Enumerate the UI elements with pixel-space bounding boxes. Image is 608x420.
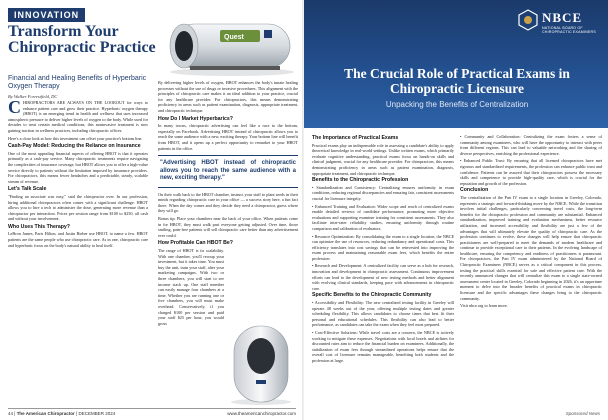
- heading-cash-pay: Cash-Pay Model: Reducing the Reliance on Insurance: [8, 143, 141, 150]
- bullet-item: • Community and Collaboration: Centralizing the exam fosters a sense of community among examinees, who will have the opportunity to interact with peers from different regions. This can lead to valuable networking and the sharing of diverse perspectives, enriching the professional experience.: [460, 134, 602, 156]
- bullet-item: • Enhanced Training and Evaluation: Wider scope and reach of centralized exams enable detailed reviews of candidate performance, promoting more objective evaluations and supporting examiner training for consistent assessments. They also facilitate inter-rater reliability studies, ensuring uniformity through routine comparison and calibration of evaluators.: [312, 203, 454, 231]
- footer-left: 44 | The American Chiropractor | DECEMBER 2024: [8, 411, 116, 416]
- section-tag: INNOVATION: [8, 8, 85, 22]
- bullet-item: • Enhanced Public Trust: By ensuring that all licensed chiropractors have met rigorous and standardized requirements, the profession can enhance public trust and confidence. Patients can be assured that their chiropractors possess the necessary skills and competence to provide high-quality care, which is crucial for the reputation and growth of the profession.: [460, 158, 603, 186]
- page-footer: [8, 408, 296, 416]
- footer-url: www.theamericanchiropractor.com: [227, 411, 296, 416]
- paragraph: LeBron James, Paris Hilton, and Justin Bieber use HBOT, to name a few. HBOT patients are the same people who use chiropractic care. As in one, chiropractic care and hyperbaric focus on the body's natural ability to heal itself.: [8, 231, 148, 248]
- article-subtitle: Unpacking the Benefits of Centralization: [385, 100, 529, 109]
- bullet-item: • Resource Optimization: By consolidating the exam to a single location, the NBCE can optimize the use of resources, reducing redundancy and operational costs. This efficiency translates into cost savings that can be reinvested into improving the exam process and maintaining reasonable exam fees, which benefits the entire profession.: [312, 233, 455, 261]
- heading-benefits: Benefits to the Chiropractic Profession: [312, 177, 409, 184]
- paragraph: The range of HBOT is its scalability. With one chamber, you'll recoup your investment, but it takes time. You must buy the unit, train your staff, alter your marketing campaigns. With two or three chambers, you will start to see income stack up. One staff member can easily manage four chambers at a time. Whether you are running one or five chambers, you will must make overhead. Conservatively, if you charged $100 per session and paid your staff $25 per hour, you would gross: [158, 247, 224, 326]
- vertical-chamber-image: [224, 320, 298, 406]
- bullet-item: • Accessibility and Flexibility: The new centralized testing facility in Greeley will operate 48 weeks out of the year, offering multiple testing dates and greater scheduling flexibility. This allows candidates to choose times that best fit their personal and educational schedules. This flexibility can also lead to better performance, as candidates can take the exam when they feel most prepared.: [312, 300, 454, 328]
- sponsored-label: Sponsored News: [565, 411, 600, 416]
- paragraph: "Finding an associate was easy," said the chiropractor over. In our profession, hiring additional chiropractors often comes with a significant challenge. HBOT allows you to hire a tech to administer the dose, generating more revenue than a chiropractor per interaction. Prices per session range from $100 to $250, all cash and without your involvement.: [8, 193, 148, 222]
- article-column-2: [158, 80, 298, 328]
- visit-link[interactable]: Visit nbce.org to learn more.: [460, 303, 508, 309]
- nbce-logo-icon: [516, 8, 540, 32]
- paragraph: Here's a close look at how this investment can offset your practice's bottom line.: [8, 135, 143, 141]
- pull-quote: "Advertising HBOT instead of chiropractic allows you to reach the same audience with a new, exciting therapy.": [158, 155, 298, 188]
- heading-conclusion: Conclusion: [460, 187, 489, 194]
- article-title: The Crucial Role of Practical Exams in Chiropractic Licensure: [344, 66, 570, 96]
- intro-paragraph: CHIROPRACTORS ARE ALWAYS ON THE LOOKOUT for ways to enhance patient care and grow their practice. Hyperbaric oxygen therapy (HBOT) is an emerging trend in health and wellness that uses increased atmospheric pressure to deliver higher levels of oxygen to the body. While used for decades to treat certain medical conditions, this noninvasive treatment is now gaining traction in wellness practices, including chiropractic offices.: [8, 97, 148, 133]
- heading-importance: The Importance of Practical Exams: [312, 135, 399, 141]
- heading-profitable: How Profitable Can HBOT Be?: [158, 240, 233, 247]
- heading-who-uses: Who Uses This Therapy?: [8, 223, 70, 230]
- article-title: Transform Your Chiropractic Practice: [8, 23, 156, 56]
- paragraph: The centralization of the Part IV exam to a single location in Greeley, Colorado, represents a strategic and forward-thinking move by the NBCE. While the transition involves initial challenges, particularly concerning travel costs, the long-term benefits for the chiropractic profession and community are substantial. Enhanced standardization, improved training and evaluation mechanisms, better resource utilization, and increased accessibility and flexibility are just a few of the advantages that will ultimately elevate the quality of chiropractic care. As the profession continues to evolve, these changes will help ensure that chiropractic practitioners are well-prepared to meet the demands of modern healthcare and continue to provide exceptional care to their patients. In the evolving landscape of healthcare, ensuring the competency and readiness of practitioners is paramount. For chiropractors, the Part IV exam administered by the National Board of Chiropractic Examiners (NBCE) serves as a critical component in this process, testing the practical skills essential for safe and effective patient care. With the recently announced changes that will centralize this exam to a single state-owned assessment center located in Greeley, Colorado beginning in 2026, it's an opportune moment to delve into the broader benefits of practical exams in chiropractic licensure and the specific advantages these changes bring to the chiropractic community.: [460, 194, 602, 301]
- dropcap: C: [8, 97, 21, 117]
- heading-specific-benefits: Specific Benefits to the Chiropractic Community: [312, 292, 432, 299]
- paragraph: Practical exams play an indispensable role in assessing a candidate's ability to apply theoretical knowledge in real-world settings. Unlike written exams, which primarily evaluate cognitive understanding, practical exams focus on hands-on skills and clinical judgment, crucial for any healthcare provider. For chiropractors, this means demonstrating proficiency in areas such as patient examination, diagnosis, appropriate treatment, and chiropractic technique.: [312, 142, 454, 176]
- bullet-item: • Cost-Effective Solutions: While travel costs are a concern, the NBCE is actively working to mitigate these expenses. Negotiations with local hotels and airlines for discounted rates aim to reduce the financial burden on examinees. Additionally, the stabilization of exam fees through streamlined operations helps ensure that the overall cost of licensure remains manageable, benefiting both students and the profession at large.: [312, 330, 454, 363]
- right-page: [304, 0, 608, 420]
- logo-name: NBCE: [542, 10, 583, 25]
- paragraph: One of the most appealing financial aspects of offering HBOT is that it operates primarily as a cash-pay service. Many chiropractic treatments require navigating the complexities of insurance coverage, but HBOT allows you to offer a high-value service directly to patients without the limitation imposed by insurance providers. For chiropractors, this means fewer headaches and a predictable, steady, scalable stream of revenue.: [8, 150, 148, 184]
- article-column-2: [460, 134, 602, 311]
- paragraph: By delivering higher levels of oxygen, HBOT enhances the body's innate healing processes without the use of drugs or invasive procedures. This alignment with the principles of chiropractic care makes it an ideal addition to your practice, crucial for any healthcare provider. For chiropractors, this means demonstrating proficiency in areas such as patient examination, diagnosis, appropriate treatment, and chiropractic technique.: [158, 80, 298, 113]
- hyperbaric-chamber-image: [160, 8, 298, 78]
- paragraph: On their walk back to the HBOT chamber, instruct your staff to plant seeds in their minds regarding chiropractic care in your office — a success story here, a fun fact there. When the day comes and they decide they need a chiropractor, guess where they will go.: [158, 191, 298, 214]
- paragraph: Bonus tip: Place your chambers near the back of your office. When patients come in for HBOT, they must walk past everyone getting adjusted. Over time, those smiling, pain-free patients will sell chiropractic care better than any advertisement ever could.: [158, 216, 298, 238]
- byline: By Walker Forrestfield, DC: [8, 94, 58, 99]
- article-column-1: [312, 134, 454, 366]
- paragraph: In many towns, chiropractic advertising can feel like a race to the bottom, especially on Facebook. Advertising HBOT instead of chiropractic allows you to reach the same audience with a new, exciting therapy. Your bottom line will benefit from HBOT, and it opens up a perfect opportunity to remarket to your HBOT patients in the office.: [158, 123, 298, 151]
- bullet-item: • Research and Development: A centralized facility can serve as a hub for research, innovation and development in chiropractic assessment. Continuous improvement efforts can lead to the development of new testing methods and better alignment with evolving clinical standards, keeping pace with advancements in chiropractic care.: [312, 263, 454, 291]
- heading-scale: Let's Talk Scale: [8, 186, 47, 193]
- hbot-brand-label: Quest: [224, 34, 244, 41]
- heading-marketing: How Do I Market Hyperbarics?: [158, 115, 233, 122]
- article-column-1: [8, 97, 148, 250]
- logo-subtitle: NATIONAL BOARD OF CHIROPRACTIC EXAMINERS: [542, 26, 596, 35]
- article-subtitle: Financial and Healing Benefits of Hyperbaric Oxygen Therapy: [8, 75, 147, 90]
- bullet-item: • Standardization and Consistency: Centralizing ensures uniformity in exam conditions, reducing regional discrepancies and ensuring fair, consistent assessments crucial for licensure integrity.: [312, 184, 454, 201]
